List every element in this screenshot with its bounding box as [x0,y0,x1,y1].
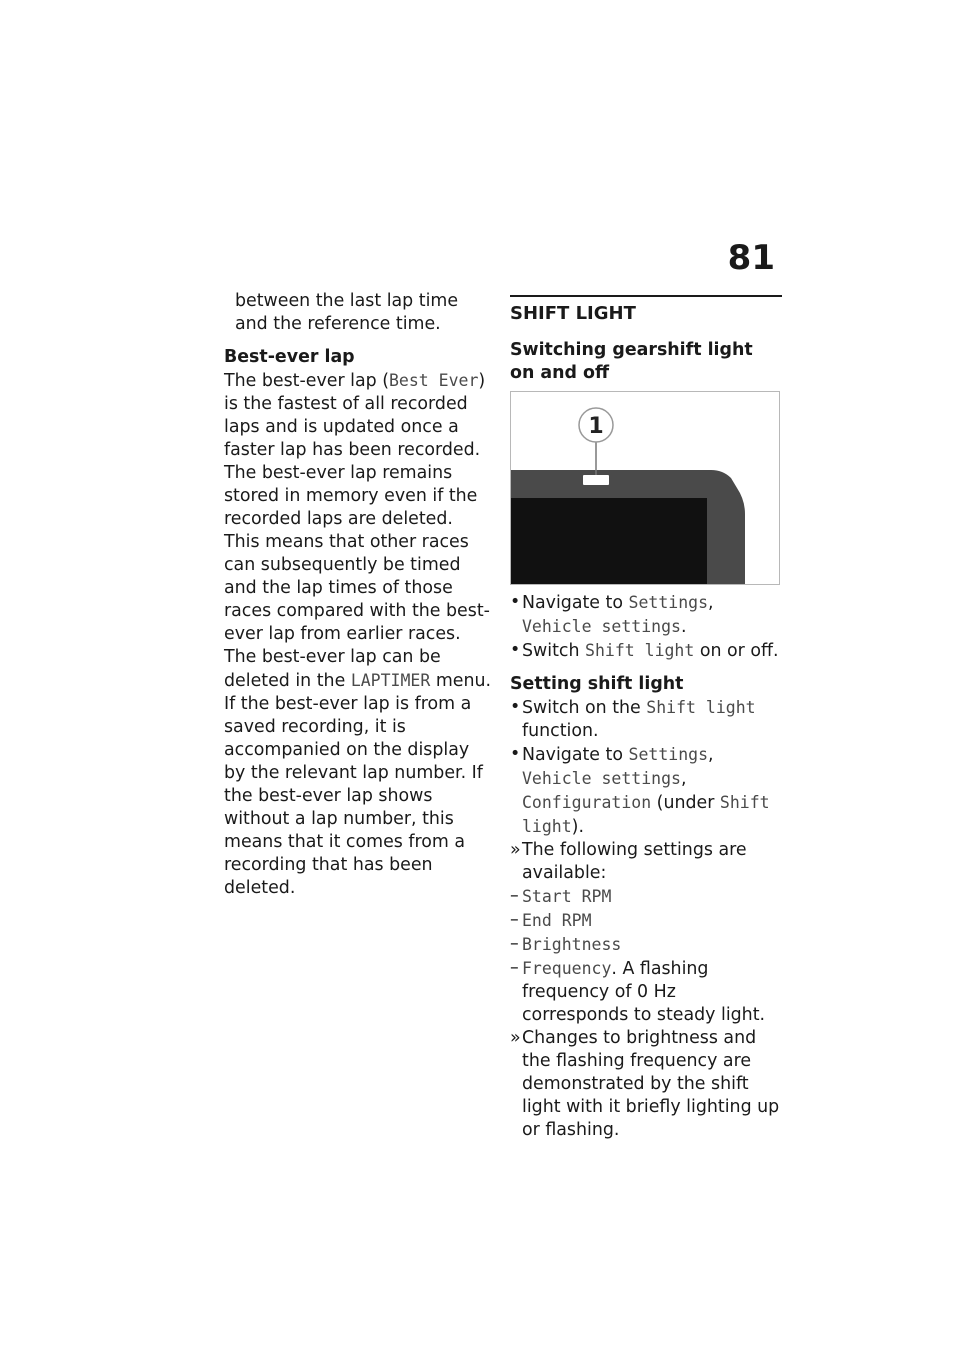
list-item: • Navigate to Settings, Vehicle settings. [510,592,714,637]
page-number: 81 [727,238,775,278]
section-title: SHIFT LIGHT [510,303,636,324]
display-illustration [511,392,779,584]
dash-item: – Brightness [510,934,622,954]
dash-item: – Frequency. A flashing frequency of 0 Hz corresponds to steady light. [510,958,766,1025]
left-column [224,290,492,900]
dash-item: – Start RPM [510,886,612,906]
paragraph-best-ever-intro: The best-ever lap (Best Ever) is the fastest of all recorded laps and is updated once a faster lap has been recorded. [224,371,486,460]
code-best-ever: Best Ever [388,371,479,390]
list-item: • Switch on the Shift light function. [510,697,756,741]
code-laptimer: LAPTIMER [350,671,431,690]
result-item: » The following settings are available: [510,840,747,883]
shift-light-figure [510,391,780,585]
result-item: » Changes to brightness and the flashing frequency are demonstrated by the shift light with it briefly lighting up or flashing. [510,1028,780,1140]
heading-setting-shift-light: Setting shift light [510,674,684,694]
continued-text: between the last lap time and the reference time. [235,291,459,334]
right-column [510,290,782,1142]
paragraph-best-ever-delete: The best-ever lap can be deleted in the LAPTIMER menu. [224,647,492,691]
list-item: • Switch Shift light on or off. [510,640,779,661]
shift-light-indicator [583,475,609,485]
callout-number: 1 [588,414,604,439]
paragraph-best-ever-stored: The best-ever lap remains stored in memory even if the recorded laps are deleted. This means that other races can subsequently be timed and the lap times of those races compared with the best-ever lap from earlier races. [224,463,490,644]
heading-switching-shift-light: Switching gearshift light on and off [510,340,753,383]
paragraph-best-ever-recording: If the best-ever lap is from a saved recording, it is accompanied on the display by the relevant lap number. If the best-ever lap shows without a lap number, this means that it comes from a recording that has been deleted. [224,694,483,898]
list-item: • Navigate to Settings, Vehicle settings, Configuration (under Shift light). [510,744,770,837]
heading-best-ever-lap: Best-ever lap [224,347,355,367]
dash-item: – End RPM [510,910,592,930]
section-rule [510,295,782,297]
